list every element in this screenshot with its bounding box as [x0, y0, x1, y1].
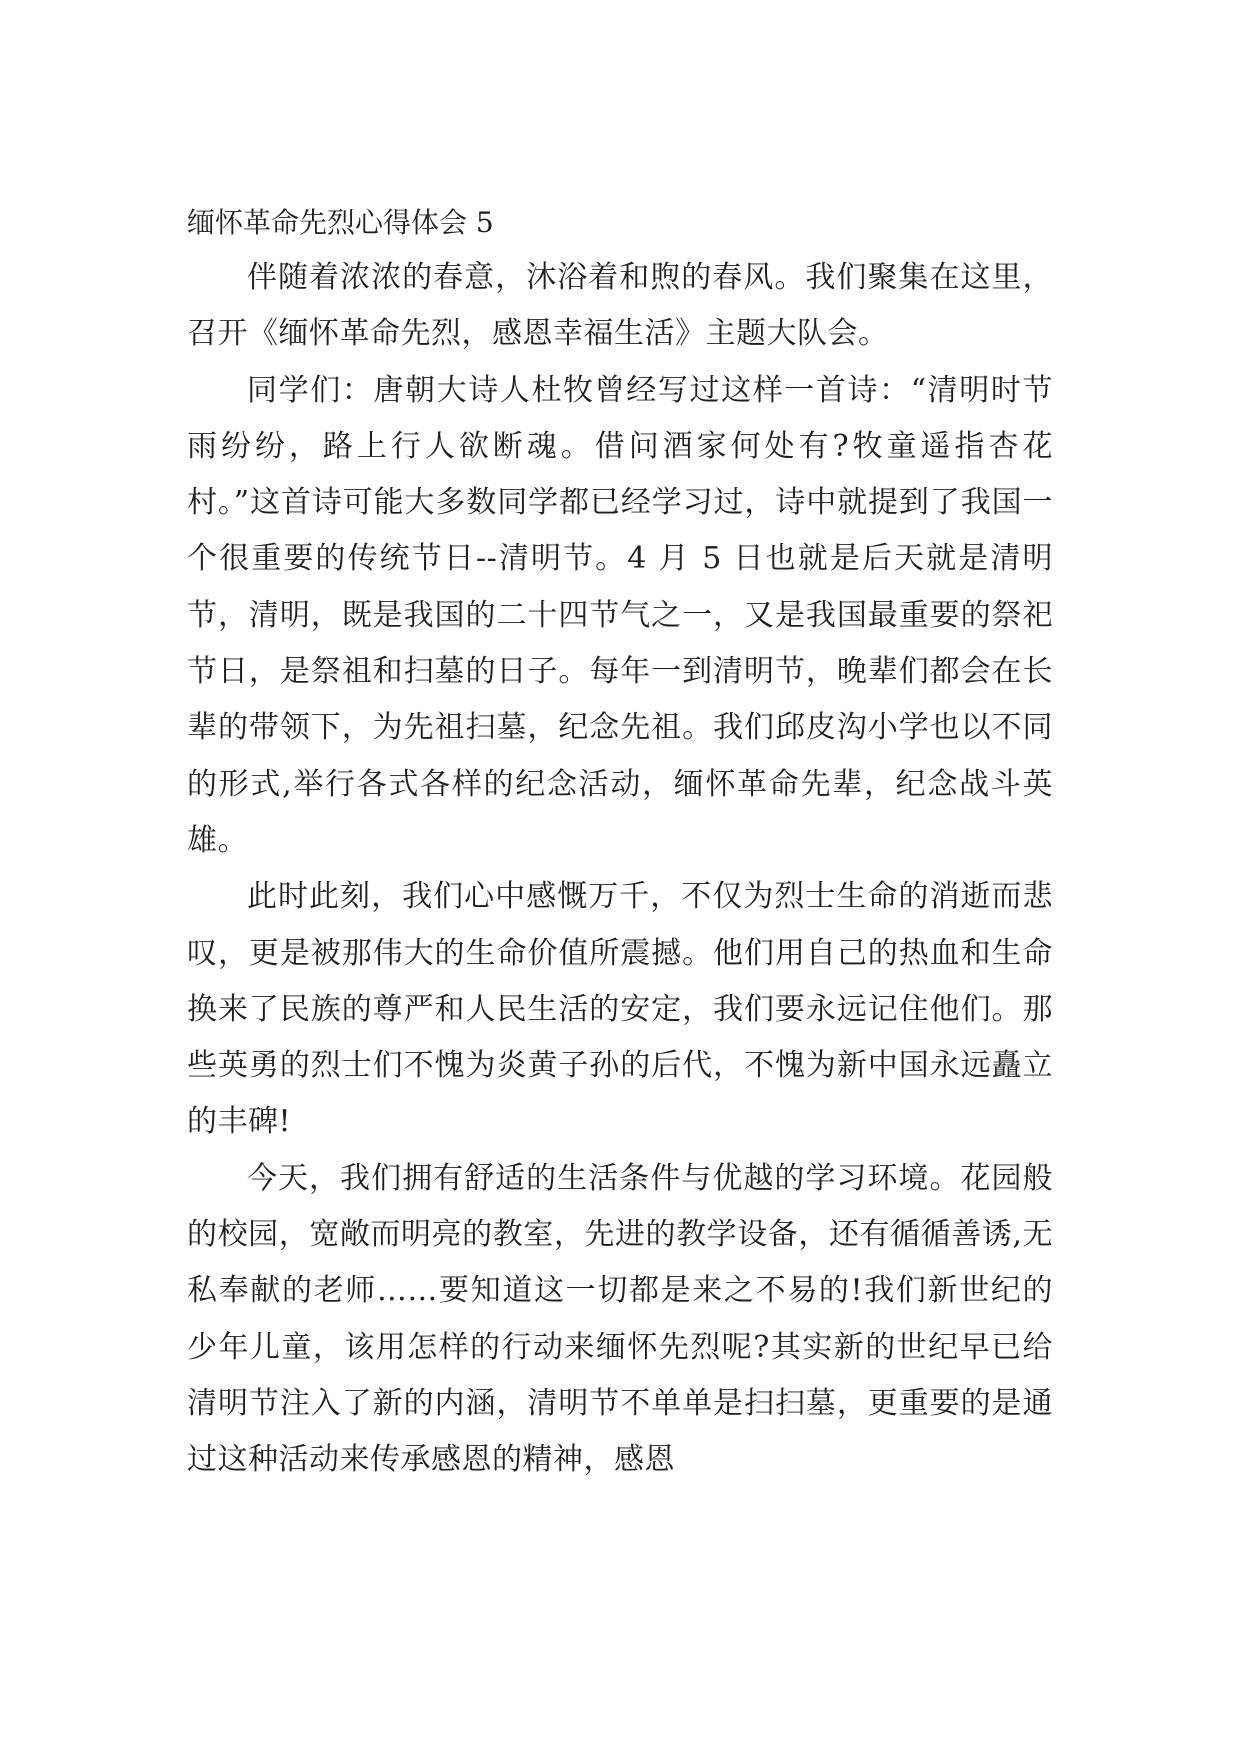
document-body	[187, 196, 1053, 1489]
paragraph-4: 今天，我们拥有舒适的生活条件与优越的学习环境。花园般的校园，宽敞而明亮的教室，先进的教学设备，还有循循善诱,无私奉献的老师……要知道这一切都是来之不易的!我们新世纪的少年儿童，该用怎样的行动来缅怀先烈呢?其实新的世纪早已给清明节注入了新的内涵，清明节不单单是扫扫墓，更重要的是通过这种活动来传承感恩的精神，感恩	[187, 1160, 1053, 1478]
paragraph-2: 同学们：唐朝大诗人杜牧曾经写过这样一首诗：“清明时节雨纷纷，路上行人欲断魂。借问酒家何处有?牧童遥指杏花村。”这首诗可能大多数同学都已经学习过，诗中就提到了我国一个很重要的传统节日--清明节。4 月 5 日也就是后天就是清明节，清明，既是我国的二十四节气之一，又是我国最重要的祭祀节日，是祭祖和扫墓的日子。每年一到清明节，晚辈们都会在长辈的带领下，为先祖扫墓，纪念先祖。我们邱皮沟小学也以不同的形式,举行各式各样的纪念活动，缅怀革命先辈，纪念战斗英雄。	[187, 372, 1053, 858]
paragraph-1: 伴随着浓浓的春意，沐浴着和煦的春风。我们聚集在这里，召开《缅怀革命先烈，感恩幸福生活》主题大队会。	[187, 260, 1053, 352]
paragraph-3: 此时此刻，我们心中感慨万千，不仅为烈士生命的消逝而悲叹，更是被那伟大的生命价值所震撼。他们用自己的热血和生命换来了民族的尊严和人民生活的安定，我们要永远记住他们。那些英勇的烈士们不愧为炎黄子孙的后代，不愧为新中国永远矗立的丰碑!	[187, 879, 1053, 1140]
document-title: 缅怀革命先烈心得体会 5	[187, 206, 494, 239]
